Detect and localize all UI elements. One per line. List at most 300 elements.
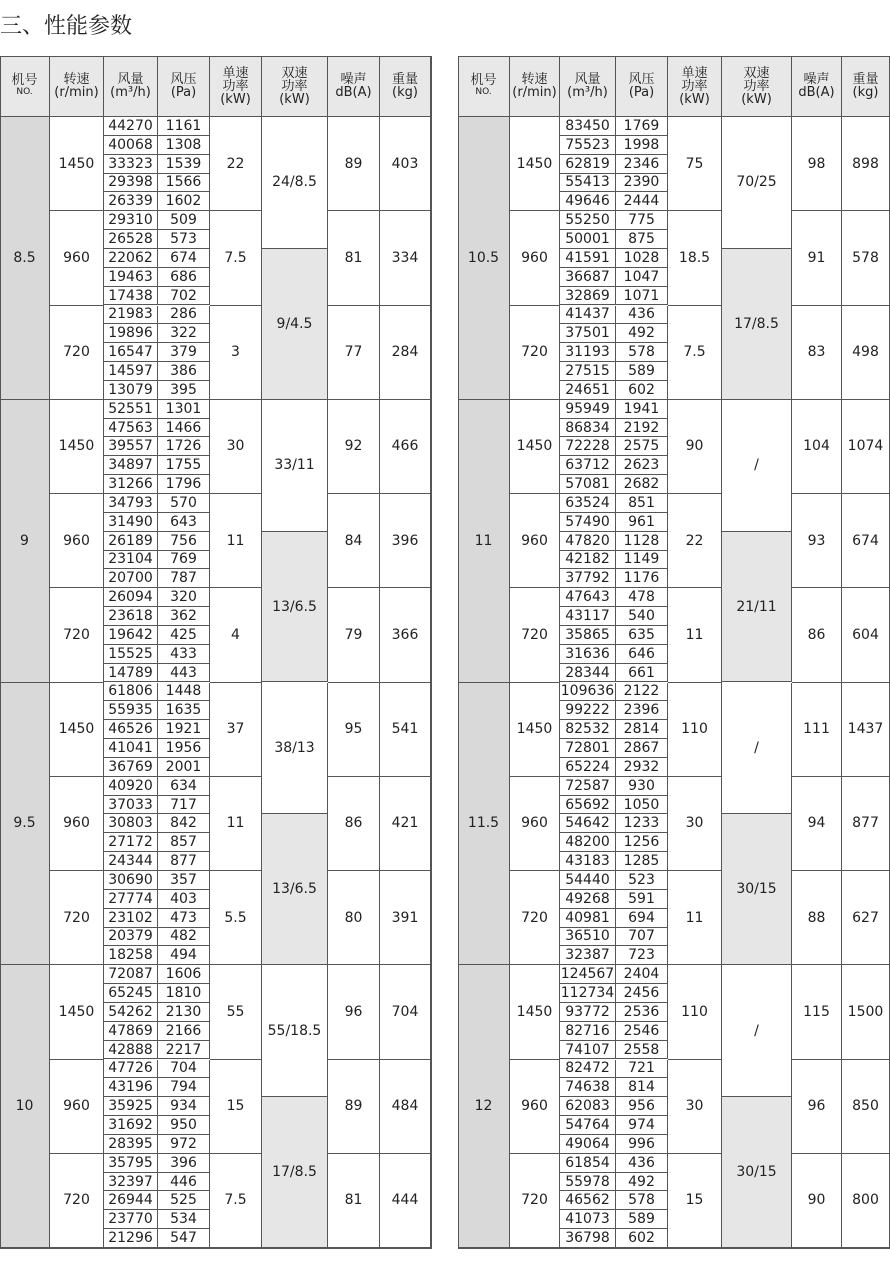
pressure-cell: 1256: [616, 833, 668, 852]
header-text: 功率: [743, 78, 770, 94]
pressure-cell: 2217: [158, 1041, 210, 1060]
speed-cell: 960: [50, 777, 104, 871]
pressure-cell: 578: [616, 1191, 668, 1210]
speed-cell: 1450: [510, 965, 560, 1059]
header-text: 机号: [11, 73, 38, 88]
single-power-cell: 15: [668, 1154, 722, 1248]
header-text: (kW): [220, 91, 251, 107]
pressure-cell: 2682: [616, 475, 668, 494]
header-text: 风压: [170, 72, 197, 87]
airflow-cell: 27172: [104, 833, 158, 852]
single-power-cell: 30: [668, 777, 722, 871]
noise-cell: 84: [328, 494, 380, 588]
pressure-cell: 1285: [616, 852, 668, 871]
airflow-cell: 54642: [560, 814, 616, 833]
single-power-cell: 7.5: [210, 1154, 262, 1248]
pressure-cell: 1769: [616, 117, 668, 136]
airflow-cell: 74638: [560, 1078, 616, 1097]
airflow-cell: 40920: [104, 777, 158, 796]
airflow-cell: 17438: [104, 287, 158, 306]
header-text: (kW): [679, 91, 710, 107]
speed-cell: 720: [50, 588, 104, 682]
airflow-cell: 31692: [104, 1116, 158, 1135]
airflow-cell: 43183: [560, 852, 616, 871]
noise-cell: 83: [792, 306, 842, 400]
pressure-cell: 492: [616, 324, 668, 343]
pressure-cell: 756: [158, 532, 210, 551]
noise-cell: 86: [792, 588, 842, 682]
pressure-cell: 1796: [158, 475, 210, 494]
airflow-cell: 55935: [104, 701, 158, 720]
fan-number-cell: 9.5: [0, 683, 50, 966]
airflow-cell: 62819: [560, 155, 616, 174]
pressure-cell: 2575: [616, 437, 668, 456]
weight-cell: 466: [380, 400, 431, 494]
airflow-cell: 34897: [104, 456, 158, 475]
airflow-cell: 42888: [104, 1041, 158, 1060]
speed-cell: 720: [50, 306, 104, 400]
pressure-cell: 1539: [158, 155, 210, 174]
single-power-cell: 22: [210, 117, 262, 211]
pressure-cell: 443: [158, 664, 210, 683]
airflow-cell: 34793: [104, 494, 158, 513]
airflow-cell: 43117: [560, 607, 616, 626]
airflow-cell: 124567: [560, 966, 615, 983]
airflow-cell: 65692: [560, 796, 616, 815]
pressure-cell: 2166: [158, 1022, 210, 1041]
airflow-cell: 26944: [104, 1191, 158, 1210]
airflow-cell: 20700: [104, 569, 158, 588]
dual-power-cell: /: [722, 400, 792, 532]
single-power-cell: 30: [668, 1060, 722, 1154]
header-text: (kW): [741, 91, 772, 107]
pressure-cell: 1176: [616, 569, 668, 588]
airflow-cell: 54764: [560, 1116, 616, 1135]
airflow-cell: 30803: [104, 814, 158, 833]
single-power-cell: 30: [210, 400, 262, 494]
airflow-cell: 31193: [560, 343, 616, 362]
pressure-cell: 547: [158, 1229, 210, 1248]
speed-cell: 1450: [510, 117, 560, 211]
pressure-cell: 842: [158, 814, 210, 833]
fan-number-cell: 10: [0, 965, 50, 1248]
pressure-cell: 634: [158, 777, 210, 796]
pressure-cell: 286: [158, 306, 210, 325]
dual-power-cell: 17/8.5: [262, 1097, 328, 1248]
single-power-cell: 90: [668, 400, 722, 494]
pressure-cell: 403: [158, 890, 210, 909]
airflow-cell: 23770: [104, 1210, 158, 1229]
single-power-cell: 3: [210, 306, 262, 400]
airflow-cell: 52551: [104, 400, 158, 419]
pressure-cell: 857: [158, 833, 210, 852]
single-power-cell: 37: [210, 683, 262, 777]
performance-table-left: [0, 56, 431, 1248]
noise-cell: 95: [328, 683, 380, 777]
speed-cell: 1450: [510, 683, 560, 777]
header-subtext: NO.: [475, 87, 492, 97]
header-airflow: [104, 56, 158, 117]
noise-cell: 80: [328, 871, 380, 965]
airflow-cell: 95949: [560, 400, 616, 419]
header-text: 功率: [222, 78, 249, 94]
airflow-cell: 48200: [560, 833, 616, 852]
airflow-cell: 14789: [104, 664, 158, 683]
pressure-cell: 972: [158, 1135, 210, 1154]
pressure-cell: 1755: [158, 456, 210, 475]
pressure-cell: 674: [158, 249, 210, 268]
airflow-cell: 15525: [104, 645, 158, 664]
airflow-cell: 31266: [104, 475, 158, 494]
weight-cell: 877: [842, 777, 890, 871]
dual-power-cell: 21/11: [722, 532, 792, 683]
pressure-cell: 950: [158, 1116, 210, 1135]
pressure-cell: 2623: [616, 456, 668, 475]
pressure-cell: 2867: [616, 739, 668, 758]
header-text: 风压: [628, 72, 655, 87]
speed-cell: 1450: [50, 683, 104, 777]
airflow-cell: 32397: [104, 1173, 158, 1192]
speed-cell: 720: [50, 1154, 104, 1248]
pressure-cell: 1466: [158, 419, 210, 438]
weight-cell: 396: [380, 494, 431, 588]
noise-cell: 81: [328, 1154, 380, 1248]
airflow-cell: 32387: [560, 946, 616, 965]
weight-cell: 898: [842, 117, 890, 211]
weight-cell: 1437: [842, 683, 890, 777]
airflow-cell: 54440: [560, 871, 616, 890]
pressure-cell: 2444: [616, 192, 668, 211]
airflow-cell: 41591: [560, 249, 616, 268]
airflow-cell: 35925: [104, 1097, 158, 1116]
pressure-cell: 602: [616, 1229, 668, 1248]
single-power-cell: 5.5: [210, 871, 262, 965]
dual-power-cell: 13/6.5: [262, 814, 328, 965]
pressure-cell: 492: [616, 1173, 668, 1192]
weight-cell: 674: [842, 494, 890, 588]
pressure-cell: 2130: [158, 1003, 210, 1022]
pressure-cell: 379: [158, 343, 210, 362]
airflow-cell: 23104: [104, 551, 158, 570]
header-speed: [50, 56, 104, 117]
pressure-cell: 2346: [616, 155, 668, 174]
airflow-cell: 32869: [560, 287, 616, 306]
pressure-cell: 707: [616, 928, 668, 947]
weight-cell: 444: [380, 1154, 431, 1248]
single-power-cell: 15: [210, 1060, 262, 1154]
pressure-cell: 436: [616, 306, 668, 325]
noise-cell: 92: [328, 400, 380, 494]
airflow-cell: 39557: [104, 437, 158, 456]
airflow-cell: 28344: [560, 664, 616, 683]
airflow-cell: 28395: [104, 1135, 158, 1154]
noise-cell: 98: [792, 117, 842, 211]
airflow-cell: 82472: [560, 1060, 616, 1079]
header-airflow: [560, 56, 616, 117]
pressure-cell: 2122: [616, 683, 668, 702]
header-text: dB(A): [335, 85, 372, 100]
header-pressure: [616, 56, 668, 117]
pressure-cell: 1301: [158, 400, 210, 419]
header-text: 噪声: [340, 72, 367, 87]
header-text: (kW): [279, 91, 310, 107]
airflow-cell: 21296: [104, 1229, 158, 1248]
pressure-cell: 396: [158, 1154, 210, 1173]
airflow-cell: 33323: [104, 155, 158, 174]
airflow-cell: 82716: [560, 1022, 616, 1041]
pressure-cell: 1149: [616, 551, 668, 570]
weight-cell: 403: [380, 117, 431, 211]
airflow-cell: 99222: [560, 701, 616, 720]
pressure-cell: 721: [616, 1060, 668, 1079]
pressure-cell: 494: [158, 946, 210, 965]
airflow-cell: 24344: [104, 852, 158, 871]
header-text: 转速: [63, 72, 90, 87]
pressure-cell: 875: [616, 230, 668, 249]
dual-power-cell: 13/6.5: [262, 532, 328, 683]
airflow-cell: 16547: [104, 343, 158, 362]
noise-cell: 94: [792, 777, 842, 871]
pressure-cell: 643: [158, 513, 210, 532]
airflow-cell: 21983: [104, 306, 158, 325]
noise-cell: 115: [792, 965, 842, 1059]
airflow-cell: 18258: [104, 946, 158, 965]
weight-cell: 284: [380, 306, 431, 400]
pressure-cell: 2396: [616, 701, 668, 720]
airflow-cell: 74107: [560, 1041, 616, 1060]
pressure-cell: 1606: [158, 965, 210, 984]
airflow-cell: 44270: [104, 117, 158, 136]
pressure-cell: 436: [616, 1154, 668, 1173]
airflow-cell: 55250: [560, 211, 616, 230]
noise-cell: 88: [792, 871, 842, 965]
airflow-cell: 40068: [104, 136, 158, 155]
airflow-cell: 27515: [560, 362, 616, 381]
airflow-cell: 109636: [560, 683, 615, 700]
dual-power-cell: /: [722, 965, 792, 1097]
pressure-cell: 523: [616, 871, 668, 890]
dual-power-cell: 30/15: [722, 1097, 792, 1248]
weight-cell: 800: [842, 1154, 890, 1248]
header-text: (kg): [392, 85, 418, 100]
pressure-cell: 974: [616, 1116, 668, 1135]
header-text: 双速: [281, 65, 308, 81]
airflow-cell: 61854: [560, 1154, 616, 1173]
header-text: 功率: [281, 78, 308, 94]
header-text: (kg): [852, 85, 879, 100]
airflow-cell: 46526: [104, 720, 158, 739]
airflow-cell: 36510: [560, 928, 616, 947]
airflow-cell: 36769: [104, 758, 158, 777]
airflow-cell: 29310: [104, 211, 158, 230]
pressure-cell: 1161: [158, 117, 210, 136]
weight-cell: 541: [380, 683, 431, 777]
dual-power-cell: /: [722, 683, 792, 815]
header-weight: [380, 56, 431, 117]
header-subtext: NO.: [16, 87, 33, 97]
speed-cell: 960: [510, 777, 560, 871]
pressure-cell: 930: [616, 777, 668, 796]
header-text: (r/min): [54, 85, 99, 100]
pressure-cell: 702: [158, 287, 210, 306]
header-text: 机号: [470, 73, 497, 88]
airflow-cell: 27774: [104, 890, 158, 909]
pressure-cell: 478: [616, 588, 668, 607]
pressure-cell: 1128: [616, 532, 668, 551]
header-fan-no: [458, 56, 510, 117]
single-power-cell: 11: [210, 777, 262, 871]
airflow-cell: 22062: [104, 249, 158, 268]
airflow-cell: 42182: [560, 551, 616, 570]
header-text: 单速: [222, 65, 249, 81]
speed-cell: 960: [510, 1060, 560, 1154]
dual-power-cell: 38/13: [262, 683, 328, 815]
dual-power-cell: 9/4.5: [262, 249, 328, 400]
pressure-cell: 362: [158, 607, 210, 626]
header-text: 风量: [574, 72, 601, 87]
airflow-cell: 40981: [560, 909, 616, 928]
pressure-cell: 534: [158, 1210, 210, 1229]
airflow-cell: 19642: [104, 626, 158, 645]
pressure-cell: 482: [158, 928, 210, 947]
pressure-cell: 851: [616, 494, 668, 513]
single-power-cell: 55: [210, 965, 262, 1059]
pressure-cell: 2001: [158, 758, 210, 777]
pressure-cell: 646: [616, 645, 668, 664]
pressure-cell: 956: [616, 1097, 668, 1116]
pressure-cell: 573: [158, 230, 210, 249]
airflow-cell: 19896: [104, 324, 158, 343]
airflow-cell: 57081: [560, 475, 616, 494]
header-weight: [842, 56, 890, 117]
airflow-cell: 54262: [104, 1003, 158, 1022]
airflow-cell: 36687: [560, 268, 616, 287]
speed-cell: 720: [510, 306, 560, 400]
pressure-cell: 661: [616, 664, 668, 683]
airflow-cell: 24651: [560, 381, 616, 400]
fan-number-cell: 11: [458, 400, 510, 683]
single-power-cell: 11: [210, 494, 262, 588]
single-power-cell: 7.5: [668, 306, 722, 400]
airflow-cell: 57490: [560, 513, 616, 532]
weight-cell: 484: [380, 1060, 431, 1154]
pressure-cell: 395: [158, 381, 210, 400]
airflow-cell: 47820: [560, 532, 616, 551]
airflow-cell: 13079: [104, 381, 158, 400]
dual-power-cell: 70/25: [722, 117, 792, 249]
pressure-cell: 814: [616, 1078, 668, 1097]
header-text: (m³/h): [110, 85, 151, 100]
noise-cell: 86: [328, 777, 380, 871]
speed-cell: 960: [50, 494, 104, 588]
header-text: (m³/h): [567, 85, 608, 100]
weight-cell: 850: [842, 1060, 890, 1154]
noise-cell: 111: [792, 683, 842, 777]
weight-cell: 421: [380, 777, 431, 871]
noise-cell: 77: [328, 306, 380, 400]
pressure-cell: 787: [158, 569, 210, 588]
page-title: 三、性能参数: [0, 14, 133, 39]
noise-cell: 90: [792, 1154, 842, 1248]
noise-cell: 96: [792, 1060, 842, 1154]
weight-cell: 627: [842, 871, 890, 965]
single-power-cell: 11: [668, 871, 722, 965]
airflow-cell: 23618: [104, 607, 158, 626]
pressure-cell: 775: [616, 211, 668, 230]
header-noise: [328, 56, 380, 117]
weight-cell: 1500: [842, 965, 890, 1059]
pressure-cell: 446: [158, 1173, 210, 1192]
header-text: 噪声: [803, 72, 830, 87]
airflow-cell: 30690: [104, 871, 158, 890]
speed-cell: 720: [510, 1154, 560, 1248]
single-power-cell: 18.5: [668, 211, 722, 305]
pressure-cell: 794: [158, 1078, 210, 1097]
airflow-cell: 61806: [104, 683, 158, 702]
noise-cell: 79: [328, 588, 380, 682]
pressure-cell: 769: [158, 551, 210, 570]
pressure-cell: 2932: [616, 758, 668, 777]
single-power-cell: 110: [668, 683, 722, 777]
pressure-cell: 1998: [616, 136, 668, 155]
pressure-cell: 578: [616, 343, 668, 362]
pressure-cell: 1071: [616, 287, 668, 306]
airflow-cell: 86834: [560, 419, 616, 438]
pressure-cell: 635: [616, 626, 668, 645]
airflow-cell: 19463: [104, 268, 158, 287]
fan-number-cell: 10.5: [458, 117, 510, 400]
airflow-cell: 35795: [104, 1154, 158, 1173]
pressure-cell: 877: [158, 852, 210, 871]
pressure-cell: 473: [158, 909, 210, 928]
pressure-cell: 2390: [616, 174, 668, 193]
pressure-cell: 602: [616, 381, 668, 400]
speed-cell: 720: [510, 871, 560, 965]
airflow-cell: 93772: [560, 1003, 616, 1022]
dual-power-cell: 33/11: [262, 400, 328, 532]
airflow-cell: 55413: [560, 174, 616, 193]
header-text: (r/min): [512, 85, 557, 100]
pressure-cell: 1635: [158, 701, 210, 720]
pressure-cell: 686: [158, 268, 210, 287]
pressure-cell: 2404: [616, 965, 668, 984]
pressure-cell: 1233: [616, 814, 668, 833]
airflow-cell: 26339: [104, 192, 158, 211]
performance-table-right: [458, 56, 890, 1248]
single-power-cell: 75: [668, 117, 722, 211]
airflow-cell: 82532: [560, 720, 616, 739]
airflow-cell: 43196: [104, 1078, 158, 1097]
pressure-cell: 591: [616, 890, 668, 909]
single-power-cell: 11: [668, 588, 722, 682]
speed-cell: 960: [50, 1060, 104, 1154]
airflow-cell: 36798: [560, 1229, 616, 1248]
fan-number-cell: 12: [458, 965, 510, 1248]
speed-cell: 960: [50, 211, 104, 305]
airflow-cell: 46562: [560, 1191, 616, 1210]
airflow-cell: 62083: [560, 1097, 616, 1116]
airflow-cell: 29398: [104, 174, 158, 193]
airflow-cell: 47563: [104, 419, 158, 438]
fan-number-cell: 11.5: [458, 683, 510, 966]
dual-power-cell: 30/15: [722, 814, 792, 965]
airflow-cell: 65245: [104, 984, 158, 1003]
speed-cell: 1450: [50, 400, 104, 494]
header-text: 重量: [852, 72, 879, 87]
pressure-cell: 2546: [616, 1022, 668, 1041]
pressure-cell: 525: [158, 1191, 210, 1210]
header-text: 功率: [681, 78, 708, 94]
